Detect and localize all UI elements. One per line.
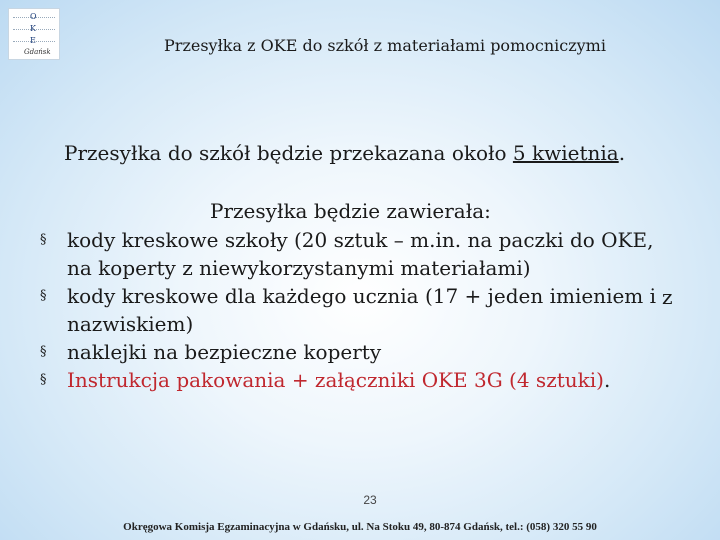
list-item-text: Instrukcja pakowania + załączniki OKE 3G (4 sztuki) (67, 368, 604, 392)
bullet-icon: § (40, 288, 47, 303)
delivery-date-sentence (64, 141, 625, 165)
oke-logo (8, 8, 60, 60)
intro-suffix: . (618, 141, 626, 165)
bullet-icon: § (40, 344, 47, 359)
list-item (0, 366, 667, 394)
contents-list (0, 226, 720, 394)
list-item (0, 282, 667, 338)
bullet-icon: § (40, 372, 47, 387)
page-title: Przesyłka z OKE do szkół z materiałami pomocniczymi (164, 36, 606, 55)
stray-character: z (662, 285, 673, 309)
delivery-date: 5 kwietnia (512, 141, 619, 165)
bullet-icon: § (40, 232, 47, 247)
footer-address: Okręgowa Komisja Egzaminacyjna w Gdańsku, ul. Na Stoku 49, 80-874 Gdańsk, tel.: (058) 320 55 90 (123, 521, 597, 533)
logo-letter-o: O (30, 12, 37, 21)
list-item (0, 338, 667, 366)
logo-letter-k: K (30, 24, 36, 33)
logo-letter-e: E (30, 36, 36, 45)
list-item-text: naklejki na bezpieczne koperty (67, 340, 382, 364)
logo-script-text: Gdańsk (24, 48, 51, 56)
list-item (0, 226, 667, 282)
contents-heading: Przesyłka będzie zawierała: (210, 199, 491, 223)
list-item-text: kody kreskowe szkoły (20 sztuk – m.in. na paczki do OKE, na koperty z niewykorzystanymi materiałami) (67, 228, 654, 280)
list-item-text: kody kreskowe dla każdego ucznia (17 + jeden imieniem i nazwiskiem) (67, 284, 657, 336)
intro-prefix: Przesyłka do szkół będzie przekazana około (64, 141, 513, 165)
list-item-period: . (603, 368, 611, 392)
page-number: 23 (363, 493, 377, 507)
